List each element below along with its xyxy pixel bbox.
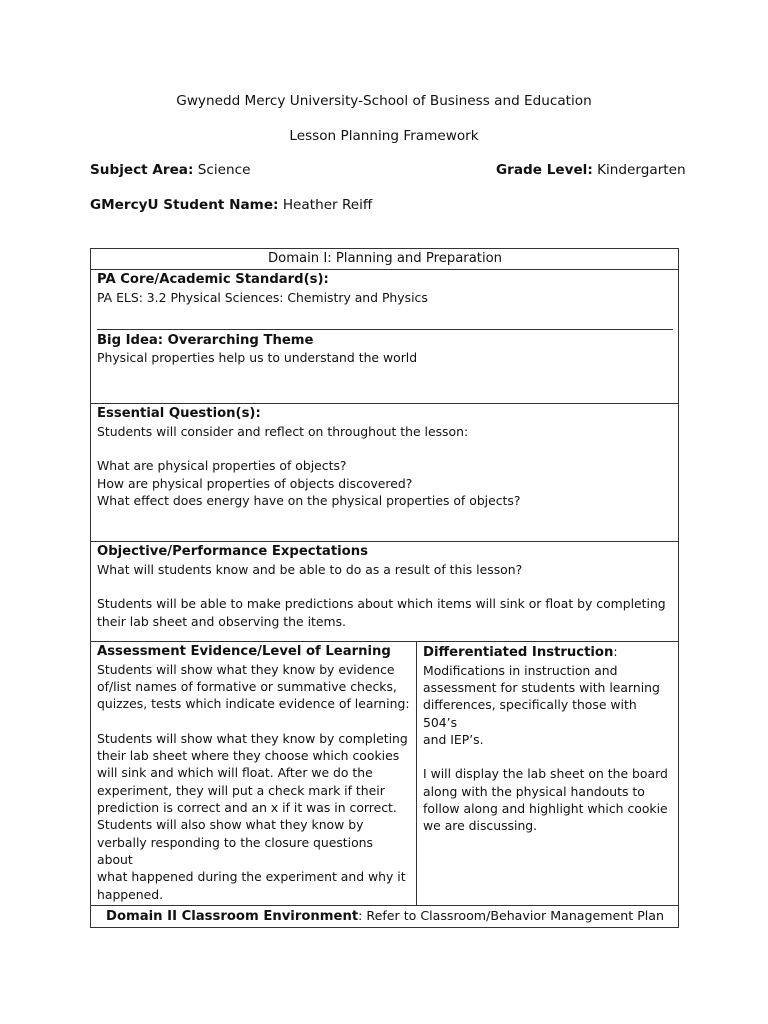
assessment-line: verbally responding to the closure questions about (97, 834, 373, 867)
framework-heading: Lesson Planning Framework (289, 128, 479, 144)
assessment-line: will sink and which will float. After we do the (97, 765, 373, 781)
planning-table (90, 248, 679, 928)
differentiated-line: follow along and highlight which cookie (423, 801, 668, 817)
essential-intro: Students will consider and reflect on throughout the lesson: (97, 423, 469, 439)
assessment-line: experiment, they will put a check mark if their (97, 782, 385, 798)
big-idea-text: Physical properties help us to understand the world (97, 350, 418, 366)
standards-title: PA Core/Academic Standard(s): (97, 272, 329, 288)
assessment-title: Assessment Evidence/Level of Learning (97, 644, 391, 660)
differentiated-line: Modifications in instruction and (423, 662, 618, 678)
essential-question: How are physical properties of objects discovered? (97, 475, 413, 491)
differentiated-section (417, 642, 679, 905)
grade-level-value: Kindergarten (597, 162, 686, 178)
objective-line: Students will be able to make predictions about which items will sink or float by completing (97, 596, 666, 612)
assessment-line: what happened during the experiment and why it (97, 869, 406, 885)
standards-text: PA ELS: 3.2 Physical Sciences: Chemistry and Physics (97, 289, 428, 305)
domain2-title: Domain II Classroom Environment (106, 908, 359, 924)
domain2-row (91, 905, 679, 927)
standards-divider (97, 329, 673, 330)
domain2-text: : Refer to Classroom/Behavior Management Plan (358, 907, 664, 923)
essential-question: What effect does energy have on the physical properties of objects? (97, 492, 521, 508)
subject-area (90, 162, 250, 178)
assessment-line: of/list names of formative or summative checks, (97, 678, 397, 694)
objective-question: What will students know and be able to do as a result of this lesson? (97, 561, 523, 577)
student-name (90, 197, 372, 213)
objective-section (91, 542, 679, 642)
big-idea-title: Big Idea: Overarching Theme (97, 333, 314, 349)
differentiated-line: assessment for students with learning (423, 679, 660, 695)
subject-area-label: Subject Area: (90, 162, 194, 178)
objective-line: their lab sheet and observing the items. (97, 613, 346, 629)
assessment-line: quizzes, tests which indicate evidence of learning: (97, 696, 410, 712)
differentiated-line: we are discussing. (423, 818, 538, 834)
essential-questions-section (91, 404, 679, 542)
essential-questions-title: Essential Question(s): (97, 406, 261, 422)
differentiated-line: along with the physical handouts to (423, 783, 645, 799)
objective-title: Objective/Performance Expectations (97, 544, 368, 560)
differentiated-line: differences, specifically those with 504’s (423, 697, 637, 730)
essential-question: What are physical properties of objects? (97, 458, 347, 474)
assessment-line: prediction is correct and an x if it was in correct. (97, 800, 397, 816)
subject-area-value: Science (197, 162, 251, 178)
grade-level (496, 162, 686, 178)
assessment-line: Students will show what they know by completing (97, 730, 408, 746)
differentiated-line: and IEP’s. (423, 731, 484, 747)
assessment-line: Students will also show what they know by (97, 817, 364, 833)
assessment-line: Students will show what they know by evidence (97, 661, 395, 677)
university-heading: Gwynedd Mercy University-School of Business and Education (176, 93, 592, 109)
assessment-line: happened. (97, 886, 164, 902)
standards-section (91, 270, 679, 404)
assessment-line: their lab sheet where they choose which cookies (97, 748, 400, 764)
differentiated-title: Differentiated Instruction (423, 645, 614, 661)
differentiated-line: I will display the lab sheet on the board (423, 766, 668, 782)
student-name-value: Heather Reiff (282, 197, 373, 213)
domain1-heading: Domain I: Planning and Preparation (91, 249, 679, 270)
student-name-label: GMercyU Student Name: (90, 197, 279, 213)
assessment-section (91, 642, 417, 905)
differentiated-colon: : (613, 644, 618, 660)
grade-level-label: Grade Level: (496, 162, 593, 178)
